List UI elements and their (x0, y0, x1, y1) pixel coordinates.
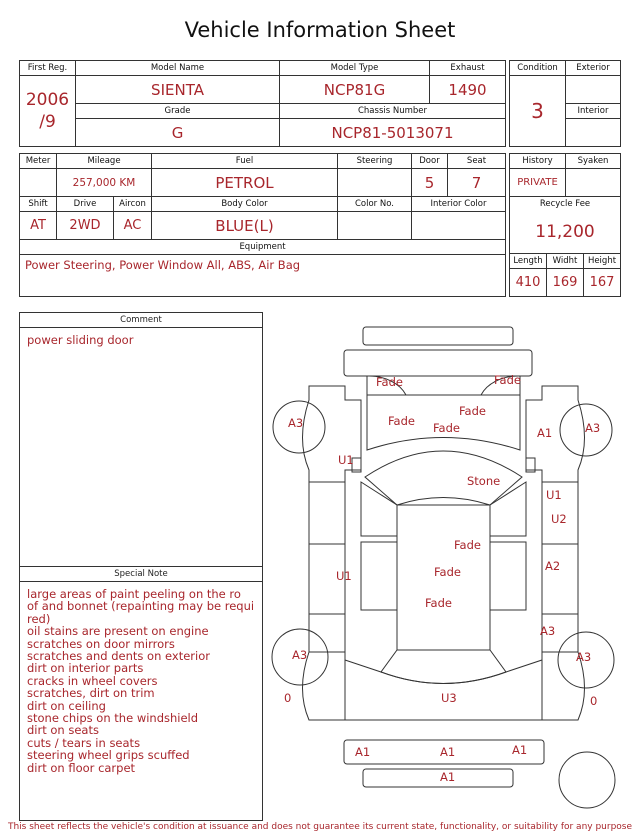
first-reg-value (20, 76, 76, 147)
special-note-label: Special Note (20, 567, 262, 582)
right-rear-window (490, 542, 526, 610)
spec-table (19, 153, 506, 297)
special-note-item: of and bonnet (repainting may be requi (27, 599, 255, 614)
drive-value: 2WD (57, 212, 114, 240)
length-value: 410 (510, 268, 547, 296)
mark-a3-front-left-wheel: A3 (288, 416, 304, 430)
special-note-list (20, 582, 262, 774)
page-title: Vehicle Information Sheet (184, 18, 456, 42)
special-note-item: dirt on ceiling (27, 698, 106, 713)
mark-u3-tailgate: U3 (441, 691, 457, 705)
grade-label: Grade (76, 104, 280, 119)
mark-zero-left: 0 (284, 691, 292, 705)
comment-text: power sliding door (27, 333, 134, 347)
shift-label: Shift (20, 197, 57, 212)
aircon-value: AC (114, 212, 152, 240)
vehicle-damage-diagram (270, 320, 630, 820)
special-note-item: large areas of paint peeling on the ro (27, 587, 241, 601)
special-note-item: scratches on door mirrors (27, 636, 175, 651)
recycle-fee-label: Recycle Fee (510, 197, 621, 212)
aircon-label: Aircon (114, 197, 152, 212)
color-no-value (338, 212, 412, 240)
mark-a3-front-right-wheel: A3 (585, 421, 601, 435)
steering-label: Steering (338, 154, 412, 169)
exterior-label: Exterior (566, 61, 621, 76)
mark-a2-right-rear-door: A2 (545, 559, 561, 573)
mark-fade-hood-center: Fade (433, 421, 460, 435)
history-table (509, 153, 621, 297)
front-bumper-top (363, 327, 513, 345)
exterior-value (566, 76, 621, 104)
model-info-table (19, 60, 506, 147)
mark-a1-front-right-fender: A1 (537, 426, 553, 440)
mark-u1-right-front-door: U1 (546, 488, 562, 502)
mark-zero-right: 0 (590, 694, 598, 708)
mark-u1-left-door: U1 (336, 569, 352, 583)
mark-fade-roof-2: Fade (434, 565, 461, 579)
mark-u2-right-front-door: U2 (551, 512, 567, 526)
special-note-item: steering wheel grips scuffed (27, 748, 190, 763)
special-note-item: red) (27, 611, 51, 626)
body-color-value: BLUE(L) (152, 212, 338, 240)
mark-a1-rear-bumper-center: A1 (440, 745, 456, 759)
exhaust-label: Exhaust (430, 61, 506, 76)
mark-a3-rear-right-wheel: A3 (576, 650, 592, 664)
width-value: 169 (547, 268, 584, 296)
special-note-item: dirt on interior parts (27, 661, 144, 676)
first-reg-month: /9 (39, 112, 56, 132)
disclaimer-footer: This sheet reflects the vehicle's condition at issuance and does not guarantee its current state, functionality, or suitability for any purpose (7, 822, 633, 832)
history-value: PRIVATE (510, 169, 566, 197)
equipment-value: Power Steering, Power Window All, ABS, Air Bag (20, 255, 506, 297)
syaken-value (566, 169, 621, 197)
mark-fade-hood-right: Fade (459, 404, 486, 418)
steering-value (338, 169, 412, 197)
drive-label: Drive (57, 197, 114, 212)
rear-window (381, 650, 506, 684)
special-note-item: stone chips on the windshield (27, 711, 199, 726)
condition-value: 3 (510, 76, 566, 147)
rear-panel (363, 769, 513, 787)
model-name-label: Model Name (76, 61, 280, 76)
fuel-value: PETROL (152, 169, 338, 197)
height-label: Height (584, 253, 621, 268)
recycle-fee-value: 11,200 (510, 211, 621, 253)
model-type-value: NCP81G (280, 76, 430, 104)
special-note-item: cracks in wheel covers (27, 673, 158, 688)
history-label: History (510, 154, 566, 169)
mark-fade-roof-3: Fade (425, 596, 452, 610)
door-label: Door (412, 154, 448, 169)
mark-fade-top-left: Fade (376, 375, 403, 389)
seat-value: 7 (448, 169, 506, 197)
left-front-door (309, 482, 345, 544)
right-front-window (490, 482, 526, 536)
mark-a1-rear-bumper-right: A1 (512, 743, 528, 757)
mileage-value: 257,000 KM (57, 169, 152, 197)
seat-label: Seat (448, 154, 506, 169)
left-rear-fender (303, 652, 346, 720)
special-note-item: dirt on floor carpet (27, 760, 136, 775)
height-value: 167 (584, 268, 621, 296)
meter-label: Meter (20, 154, 57, 169)
left-rear-window (361, 542, 397, 610)
mark-u1-left-front: U1 (338, 453, 354, 467)
condition-table (509, 60, 621, 147)
interior-value (566, 119, 621, 147)
meter-value (20, 169, 57, 197)
length-label: Length (510, 253, 547, 268)
equipment-label: Equipment (20, 240, 506, 255)
special-note-box (19, 566, 263, 821)
shift-value: AT (20, 212, 57, 240)
right-rear-door (542, 544, 578, 614)
chassis-number-label: Chassis Number (280, 104, 506, 119)
special-note-item: oil stains are present on engine (27, 624, 209, 639)
exhaust-value: 1490 (430, 76, 506, 104)
mark-a1-rear-bumper-left: A1 (355, 745, 371, 759)
special-note-item: scratches, dirt on trim (27, 686, 155, 701)
mark-a3-rear-left-wheel: A3 (292, 648, 308, 662)
mark-stone-windshield: Stone (467, 474, 501, 488)
mark-fade-roof-1: Fade (454, 538, 481, 552)
first-reg-year: 2006 (25, 90, 70, 110)
model-name-value: SIENTA (76, 76, 280, 104)
first-reg-label: First Reg. (20, 61, 76, 76)
grade-value: G (76, 119, 280, 147)
condition-label: Condition (510, 61, 566, 76)
width-label: Widht (547, 253, 584, 268)
comment-label: Comment (20, 313, 262, 328)
mark-a3-right-quarter: A3 (540, 624, 556, 638)
interior-color-value (412, 212, 506, 240)
mark-fade-top-right: Fade (494, 373, 521, 387)
door-value: 5 (412, 169, 448, 197)
spare-wheel (559, 752, 615, 808)
special-note-item: cuts / tears in seats (27, 735, 141, 750)
special-note-item: scratches and dents on exterior (27, 649, 210, 664)
model-type-label: Model Type (280, 61, 430, 76)
mileage-label: Mileage (57, 154, 152, 169)
interior-color-label: Interior Color (412, 197, 506, 212)
tailgate (345, 660, 542, 720)
syaken-label: Syaken (566, 154, 621, 169)
mark-fade-hood-left: Fade (388, 414, 415, 428)
comment-box (19, 312, 263, 567)
special-note-item: dirt on seats (27, 723, 99, 738)
interior-label: Interior (566, 104, 621, 119)
body-color-label: Body Color (152, 197, 338, 212)
fuel-label: Fuel (152, 154, 338, 169)
left-front-window (361, 482, 397, 536)
mark-a1-rear-panel: A1 (440, 770, 456, 784)
chassis-number-value: NCP81-5013071 (280, 119, 506, 147)
color-no-label: Color No. (338, 197, 412, 212)
